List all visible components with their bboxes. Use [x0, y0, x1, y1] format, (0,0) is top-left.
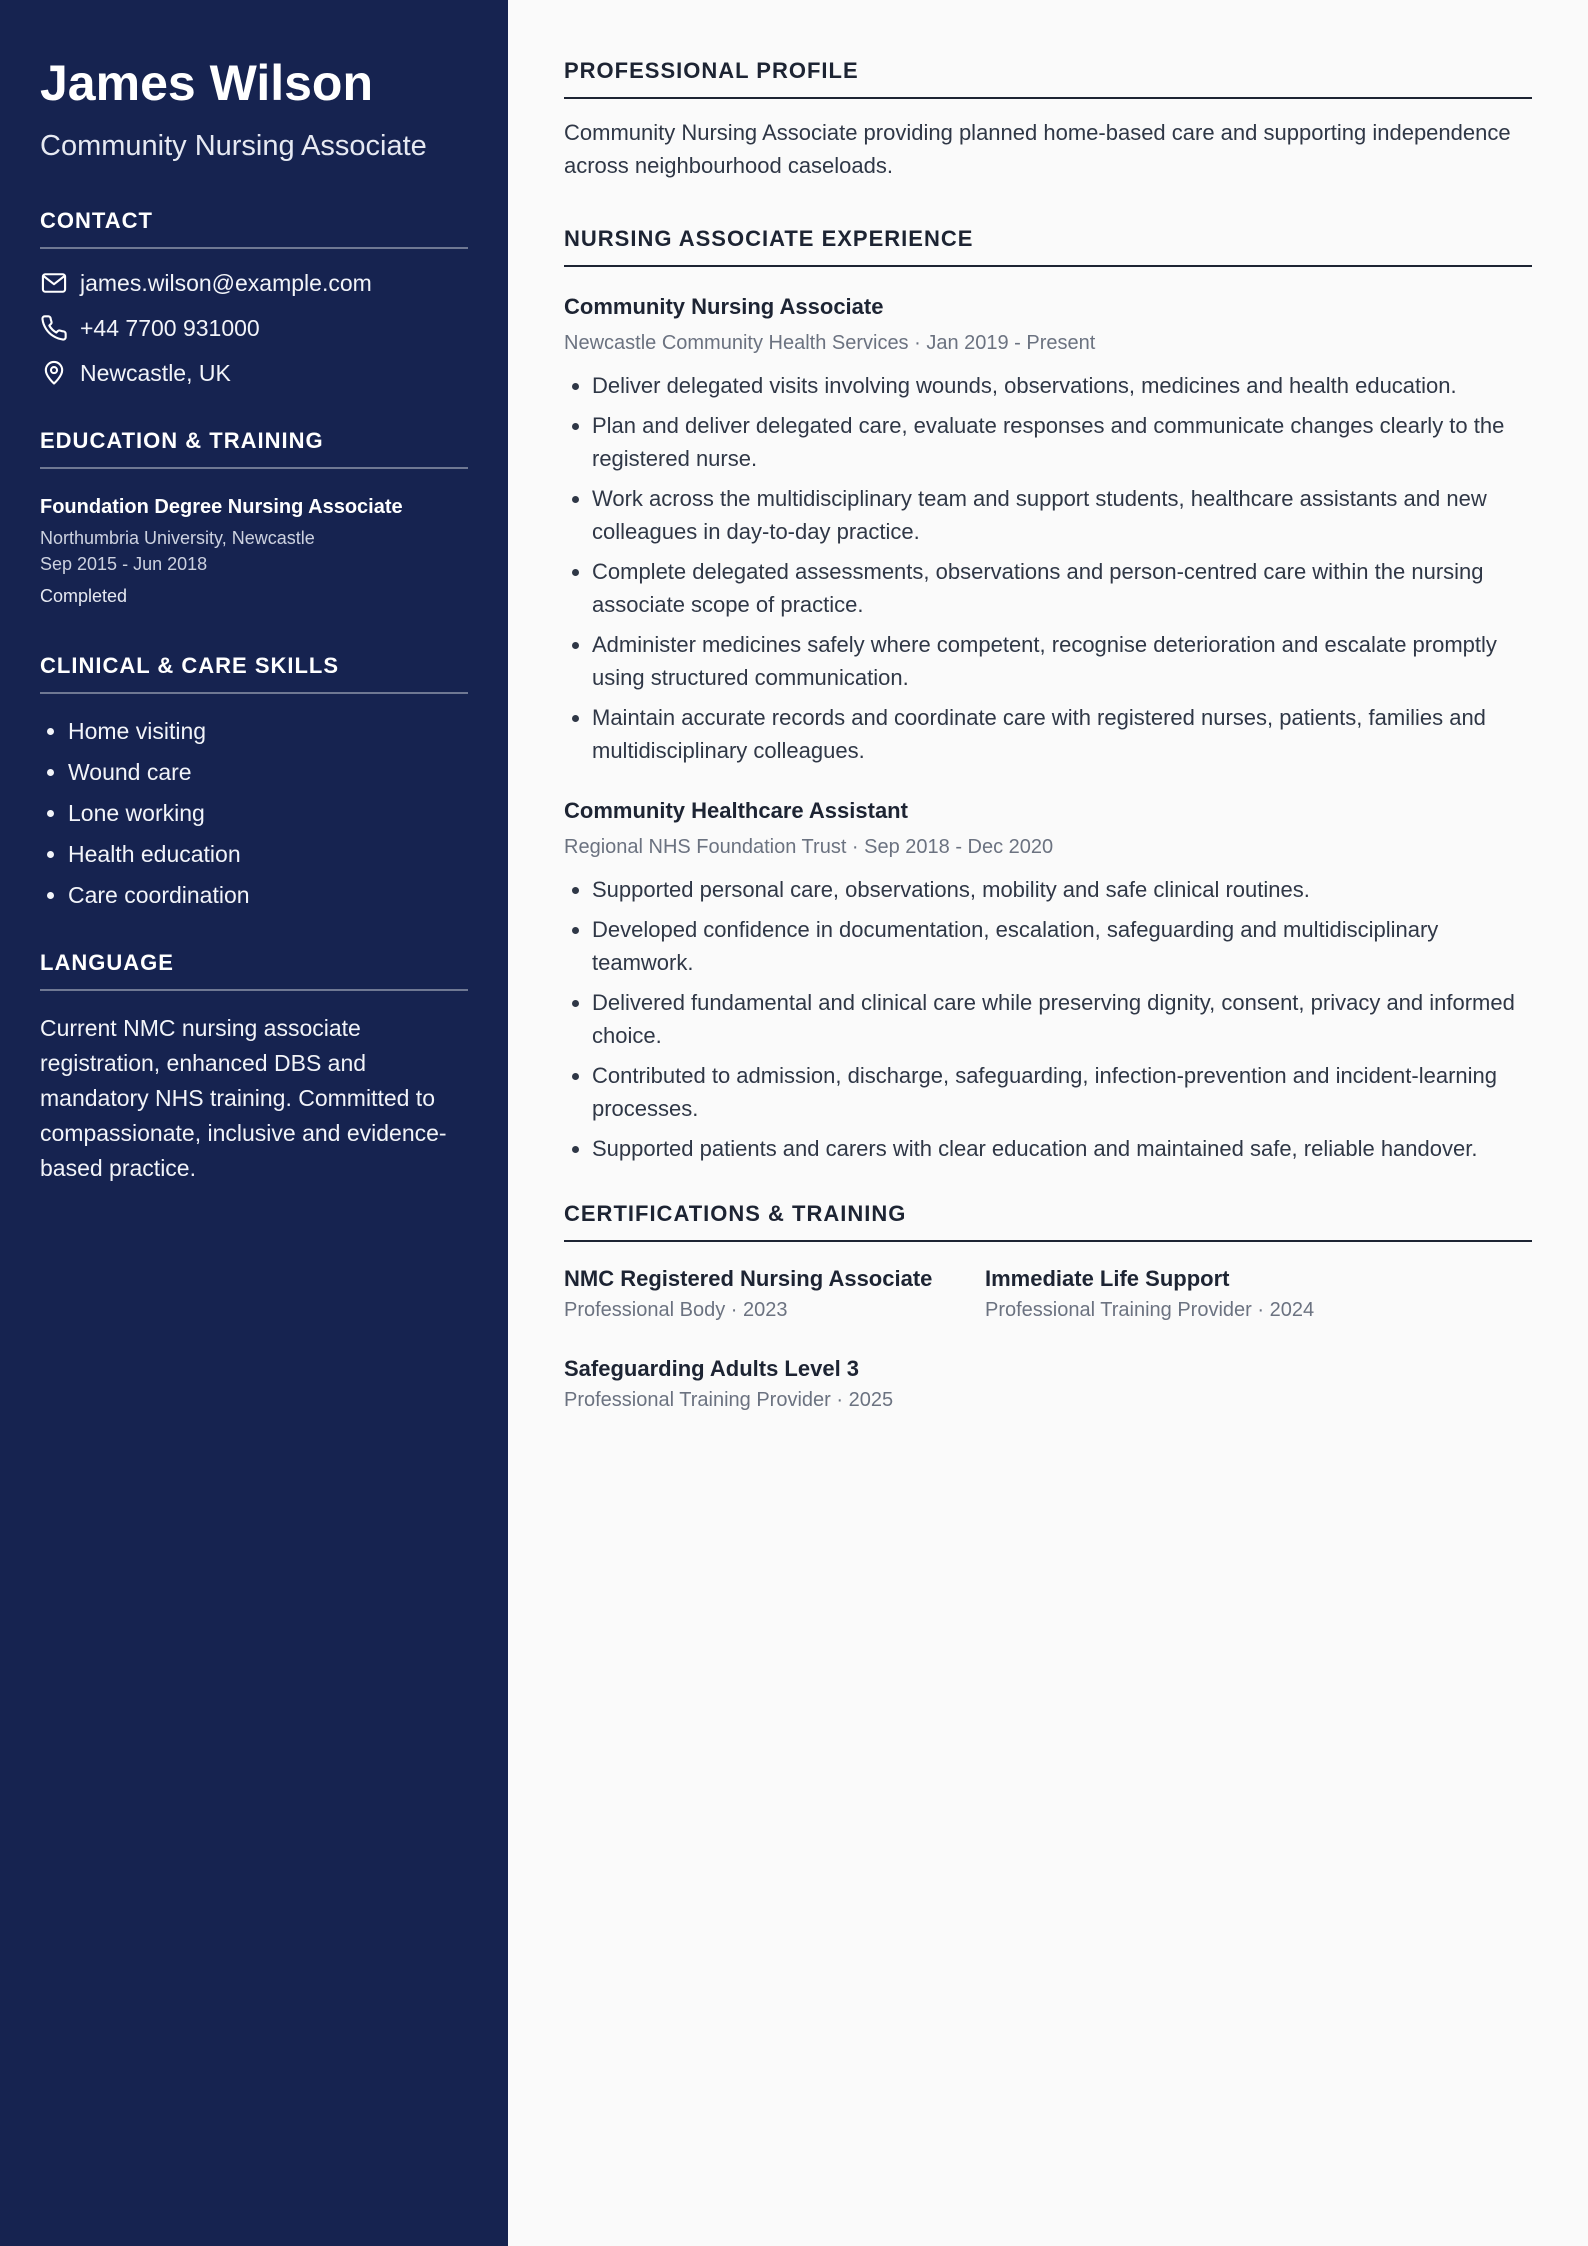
contact-phone: [40, 313, 468, 343]
profile-text: Community Nursing Associate providing planned home-based care and supporting independence across neighbourhood caseloads.: [564, 120, 1511, 178]
certification-name: Safeguarding Adults Level 3: [564, 1356, 860, 1381]
main-content: [508, 0, 1588, 2246]
job-entry: [564, 797, 1532, 1165]
skill-item: • Lone working: [68, 798, 468, 828]
skill-item: • Care coordination: [68, 880, 468, 910]
certifications-grid: [564, 1264, 1532, 1414]
job-bullet: • Work across the multidisciplinary team and support students, healthcare assistants and new colleagues in day-to-day practice.: [592, 482, 1532, 548]
contact-phone-text[interactable]: +44 7700 931000: [80, 315, 260, 341]
certification-meta: Professional Training Provider · 2024: [985, 1299, 1315, 1321]
phone-icon: [40, 314, 68, 342]
candidate-role: Community Nursing Associate: [40, 130, 427, 162]
job-meta: Newcastle Community Health Services · Jan 2019 - Present: [564, 332, 1096, 354]
job-bullet: • Contributed to admission, discharge, safeguarding, infection-prevention and incident-learning processes.: [592, 1059, 1532, 1125]
job-bullet: • Delivered fundamental and clinical care while preserving dignity, consent, privacy and informed choice.: [592, 986, 1532, 1052]
education-heading: EDUCATION & TRAINING: [40, 428, 468, 469]
job-entry: [564, 293, 1532, 767]
skill-item: • Health education: [68, 839, 468, 869]
job-bullet: • Plan and deliver delegated care, evaluate responses and communicate changes clearly to the registered nurse.: [592, 409, 1532, 475]
education-dates: Sep 2015 - Jun 2018: [40, 554, 208, 574]
education-status: Completed: [40, 586, 128, 606]
contact-email-text[interactable]: james.wilson@example.com: [80, 270, 372, 296]
job-title: Community Healthcare Assistant: [564, 798, 908, 823]
mail-icon: [40, 269, 68, 297]
contact-location-text: Newcastle, UK: [80, 360, 231, 386]
certification-item: [564, 1354, 985, 1414]
job-bullets: [564, 873, 1532, 1165]
profile-heading: PROFESSIONAL PROFILE: [564, 58, 1532, 99]
experience-heading: NURSING ASSOCIATE EXPERIENCE: [564, 226, 1532, 267]
job-bullet: • Maintain accurate records and coordinate care with registered nurses, patients, families and multidisciplinary colleagues.: [592, 701, 1532, 767]
job-bullet: • Supported personal care, observations, mobility and safe clinical routines.: [592, 873, 1532, 906]
location-pin-icon: [40, 359, 68, 387]
job-bullet: • Deliver delegated visits involving wounds, observations, medicines and health education.: [592, 369, 1532, 402]
certification-name: NMC Registered Nursing Associate: [564, 1266, 933, 1291]
education-degree: Foundation Degree Nursing Associate: [40, 496, 403, 518]
certifications-heading: CERTIFICATIONS & TRAINING: [564, 1201, 1532, 1242]
contact-heading: CONTACT: [40, 208, 468, 249]
certification-item: [564, 1264, 985, 1324]
skill-item: • Home visiting: [68, 716, 468, 746]
certification-name: Immediate Life Support: [985, 1266, 1230, 1291]
certification-item: [985, 1264, 1406, 1324]
language-heading: LANGUAGE: [40, 950, 468, 991]
job-meta: Regional NHS Foundation Trust · Sep 2018 - Dec 2020: [564, 836, 1054, 858]
contact-email: [40, 268, 468, 298]
contact-list: [40, 268, 468, 388]
contact-location: [40, 358, 468, 388]
skill-item: • Wound care: [68, 757, 468, 787]
certification-meta: Professional Body · 2023: [564, 1299, 788, 1321]
certification-meta: Professional Training Provider · 2025: [564, 1389, 894, 1411]
candidate-name: James Wilson: [40, 55, 374, 111]
education-school: Northumbria University, Newcastle: [40, 528, 315, 548]
job-title: Community Nursing Associate: [564, 294, 884, 319]
skills-list: [40, 716, 468, 910]
job-bullet: • Developed confidence in documentation, escalation, safeguarding and multidisciplinary teamwork.: [592, 913, 1532, 979]
job-bullets: [564, 369, 1532, 767]
job-bullet: • Complete delegated assessments, observations and person-centred care within the nursing associate scope of practice.: [592, 555, 1532, 621]
skills-heading: CLINICAL & CARE SKILLS: [40, 653, 468, 694]
job-bullet: • Administer medicines safely where competent, recognise deterioration and escalate promptly using structured communication.: [592, 628, 1532, 694]
language-text: Current NMC nursing associate registration, enhanced DBS and mandatory NHS training. Committed to compassionate, inclusive and evidence-based practice.: [40, 1015, 447, 1181]
job-bullet: • Supported patients and carers with clear education and maintained safe, reliable handover.: [592, 1132, 1532, 1165]
sidebar: [0, 0, 508, 2246]
